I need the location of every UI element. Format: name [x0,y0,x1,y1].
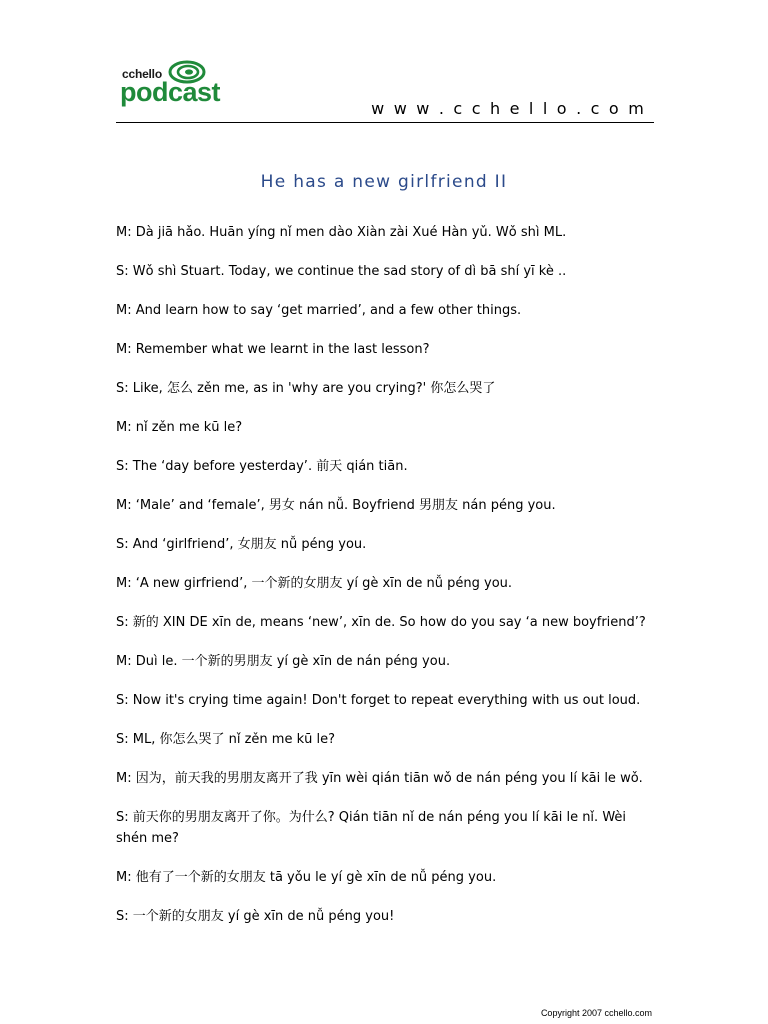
dialogue-line: S: ML, 你怎么哭了 nǐ zěn me kū le? [116,732,336,747]
cchello-podcast-logo [120,60,230,108]
dialogue-line: S: 新的 XIN DE xīn de, means ‘new’, xīn de. So how do you say ‘a new boyfriend’? [116,615,646,630]
dialogue-line: M: Dà jiā hǎo. Huān yíng nǐ men dào Xiàn zài Xué Hàn yǔ. Wǒ shì ML. [116,225,567,240]
dialogue-line: S: Like, 怎么 zěn me, as in 'why are you crying?' 你怎么哭了 [116,381,496,396]
dialogue-line: S: 前天你的男朋友离开了你。为什么? Qián tiān nǐ de nán péng you lí kāi le nǐ. Wèi shén me? [116,810,627,846]
site-url: w w w . c c h e l l o . c o m [371,99,646,118]
dialogue-line: M: ‘Male’ and ‘female’, 男女 nán nǚ. Boyfriend 男朋友 nán péng you. [116,498,556,513]
document-title: He has a new girlfriend II [260,172,508,192]
dialogue-line: M: ‘A new girfriend’, 一个新的女朋友 yí gè xīn de nǚ péng you. [116,576,513,591]
copyright-notice: Copyright 2007 cchello.com [540,1008,652,1018]
dialogue-line: M: nǐ zěn me kū le? [116,420,243,435]
dialogue-line: S: Wǒ shì Stuart. Today, we continue the sad story of dì bā shí yī kè .. [116,264,567,279]
dialogue-line: M: 他有了一个新的女朋友 tā yǒu le yí gè xīn de nǚ péng you. [116,870,497,885]
header-divider [116,122,654,123]
logo-small-text: cchello [122,67,162,81]
dialogue-line: M: And learn how to say ‘get married’, and a few other things. [116,303,522,318]
dialogue-line: S: And ‘girlfriend’, 女朋友 nǚ péng you. [116,537,367,552]
dialogue-line: S: 一个新的女朋友 yí gè xīn de nǚ péng you! [116,909,395,924]
dialogue-lines [116,222,656,945]
logo-podcast-text: podcast [120,77,221,107]
dialogue-line: S: The ‘day before yesterday’. 前天 qián tiān. [116,459,408,474]
dialogue-line: M: Remember what we learnt in the last lesson? [116,342,430,357]
dialogue-line: M: Duì le. 一个新的男朋友 yí gè xīn de nán péng you. [116,654,451,669]
dialogue-line: S: Now it's crying time again! Don't forget to repeat everything with us out loud. [116,693,641,708]
dialogue-line: M: 因为，前天我的男朋友离开了我 yīn wèi qián tiān wǒ de nán péng you lí kāi le wǒ. [116,771,643,786]
